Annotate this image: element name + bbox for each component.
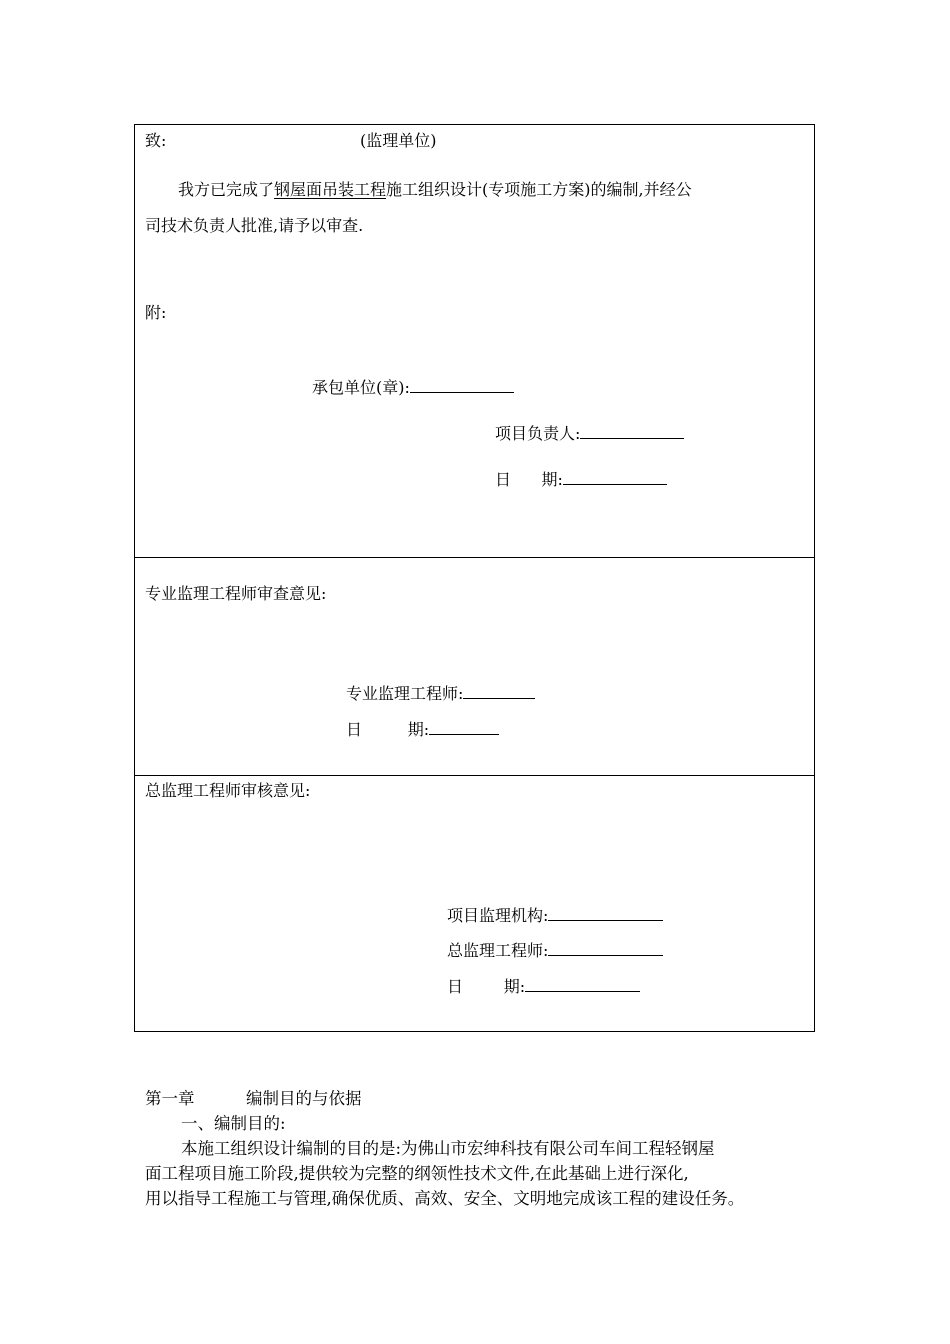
- engineer-opinion-title: 专业监理工程师审查意见:: [145, 584, 327, 603]
- date-line-1[interactable]: [563, 468, 667, 485]
- date-field-2: [346, 717, 499, 740]
- submission-statement: [178, 177, 692, 200]
- supervision-org-field: [447, 903, 663, 926]
- paragraph-line-1: 本施工组织设计编制的目的是:为佛山市宏绅科技有限公司车间工程轻钢屋: [181, 1139, 715, 1158]
- chief-engineer-field: [447, 938, 663, 961]
- paragraph-line-2: 面工程项目施工阶段,提供较为完整的纲领性技术文件,在此基础上进行深化,: [145, 1164, 689, 1183]
- supervision-org-signature-line[interactable]: [548, 904, 663, 921]
- contractor-signature-line[interactable]: [410, 376, 514, 393]
- project-manager-signature-line[interactable]: [580, 422, 684, 439]
- project-manager-field: [495, 421, 684, 444]
- supervisor-unit-label: (监理单位): [360, 131, 437, 150]
- attachment-label: 附:: [145, 303, 167, 322]
- chapter-title: 编制目的与依据: [246, 1089, 362, 1108]
- paragraph-line-3: 用以指导工程施工与管理,确保优质、高效、安全、文明地完成该工程的建设任务。: [145, 1189, 745, 1208]
- date-label-3: 日 期:: [447, 977, 526, 996]
- date-field-3: [447, 974, 640, 997]
- date-label-2: 日 期:: [346, 720, 430, 739]
- date-line-2[interactable]: [429, 718, 499, 735]
- engineer-field: [346, 681, 535, 704]
- chapter-number: 第一章: [145, 1089, 195, 1108]
- statement-line-2: 司技术负责人批准,请予以审查.: [145, 216, 364, 235]
- chief-engineer-signature-line[interactable]: [548, 939, 663, 956]
- engineer-signature-line[interactable]: [463, 682, 535, 699]
- contractor-field: [312, 375, 514, 398]
- date-line-3[interactable]: [525, 975, 640, 992]
- project-manager-label: 项目负责人:: [495, 424, 581, 443]
- contractor-label: 承包单位(章):: [312, 378, 410, 397]
- supervision-org-label: 项目监理机构:: [447, 906, 549, 925]
- statement-suffix: 施工组织设计(专项施工方案)的编制,并经公: [386, 180, 692, 199]
- date-label-1: 日 期:: [495, 470, 563, 489]
- to-label: 致:: [145, 131, 167, 150]
- date-field-1: [495, 467, 667, 490]
- chief-engineer-label: 总监理工程师:: [447, 941, 549, 960]
- engineer-label: 专业监理工程师:: [346, 684, 464, 703]
- project-name: 钢屋面吊装工程: [274, 180, 387, 199]
- chief-opinion-title: 总监理工程师审核意见:: [145, 781, 311, 800]
- section-heading: 一、编制目的:: [181, 1114, 286, 1133]
- statement-prefix: 我方已完成了: [178, 180, 275, 199]
